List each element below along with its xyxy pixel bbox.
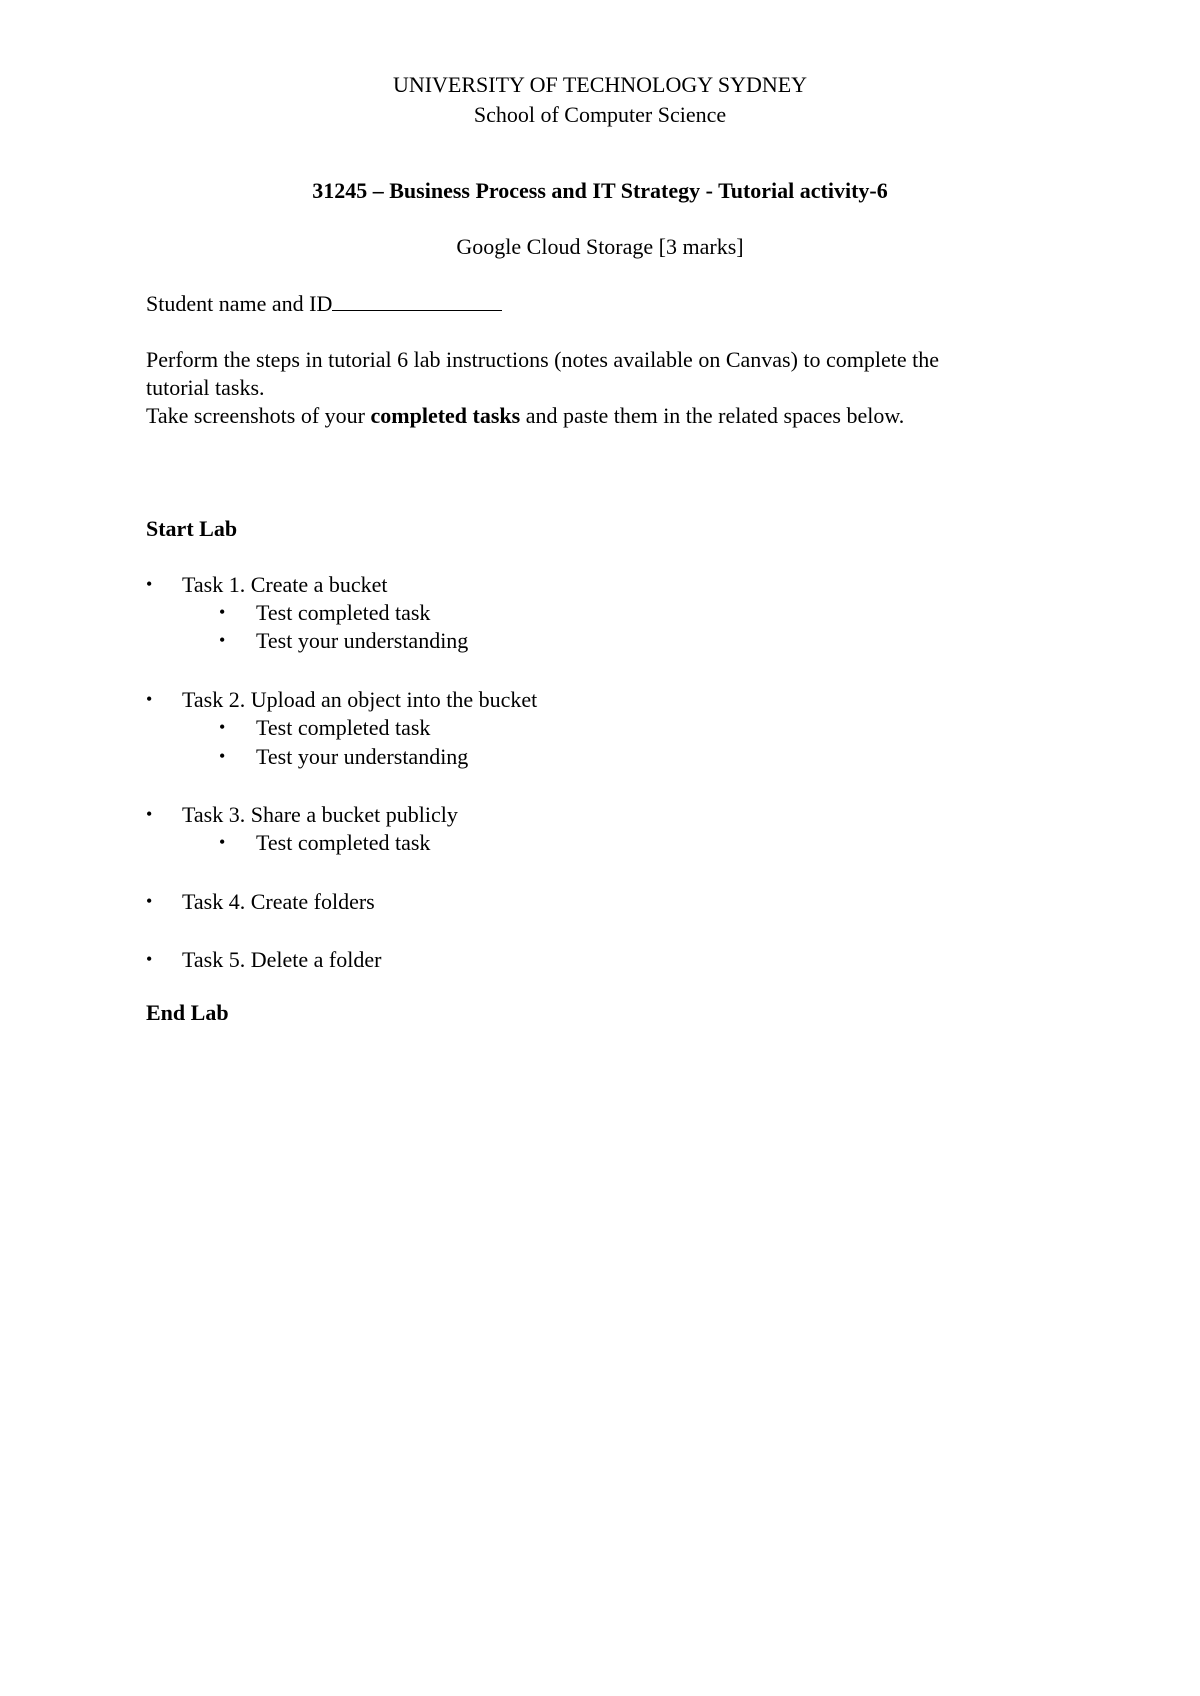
task-4-label: Task 4. Create folders <box>182 889 375 914</box>
bullet-icon: • <box>146 689 153 709</box>
bullet-icon: • <box>146 891 153 911</box>
document-subtitle: Google Cloud Storage [3 marks] <box>456 234 744 259</box>
student-name-label: Student name and ID <box>146 291 333 316</box>
bullet-icon: • <box>219 832 226 852</box>
task-5-label: Task 5. Delete a folder <box>182 947 382 972</box>
instructions-text-after: and paste them in the related spaces below. <box>520 403 905 428</box>
end-lab-heading: End Lab <box>146 1000 229 1025</box>
task-3-label: Task 3. Share a bucket publicly <box>182 802 458 827</box>
student-name-field <box>146 290 502 317</box>
school-name: School of Computer Science <box>473 102 727 127</box>
task-1-subitem-1: Test completed task <box>256 600 431 625</box>
document-title: 31245 – Business Process and IT Strategy - Tutorial activity-6 <box>312 178 888 203</box>
task-2-subitem-2: Test your understanding <box>256 744 469 769</box>
start-lab-heading: Start Lab <box>146 516 238 541</box>
instructions-text-before: Take screenshots of your <box>146 403 371 428</box>
instructions-line-2: tutorial tasks. <box>146 375 265 400</box>
bullet-icon: • <box>219 602 226 622</box>
student-name-blank[interactable] <box>332 290 502 311</box>
task-1-label: Task 1. Create a bucket <box>182 572 388 597</box>
instructions-line-3 <box>146 403 904 429</box>
task-1-subitem-2: Test your understanding <box>256 628 469 653</box>
task-2-subitem-1: Test completed task <box>256 715 431 740</box>
instructions-line-1: Perform the steps in tutorial 6 lab instructions (notes available on Canvas) to complete the <box>146 347 940 372</box>
bullet-icon: • <box>219 717 226 737</box>
instructions-emphasis: completed tasks <box>370 403 521 428</box>
bullet-icon: • <box>219 630 226 650</box>
bullet-icon: • <box>146 574 153 594</box>
bullet-icon: • <box>146 949 153 969</box>
task-2-label: Task 2. Upload an object into the bucket <box>182 687 538 712</box>
task-3-subitem-1: Test completed task <box>256 830 431 855</box>
university-name: UNIVERSITY OF TECHNOLOGY SYDNEY <box>392 72 808 97</box>
bullet-icon: • <box>219 746 226 766</box>
bullet-icon: • <box>146 804 153 824</box>
